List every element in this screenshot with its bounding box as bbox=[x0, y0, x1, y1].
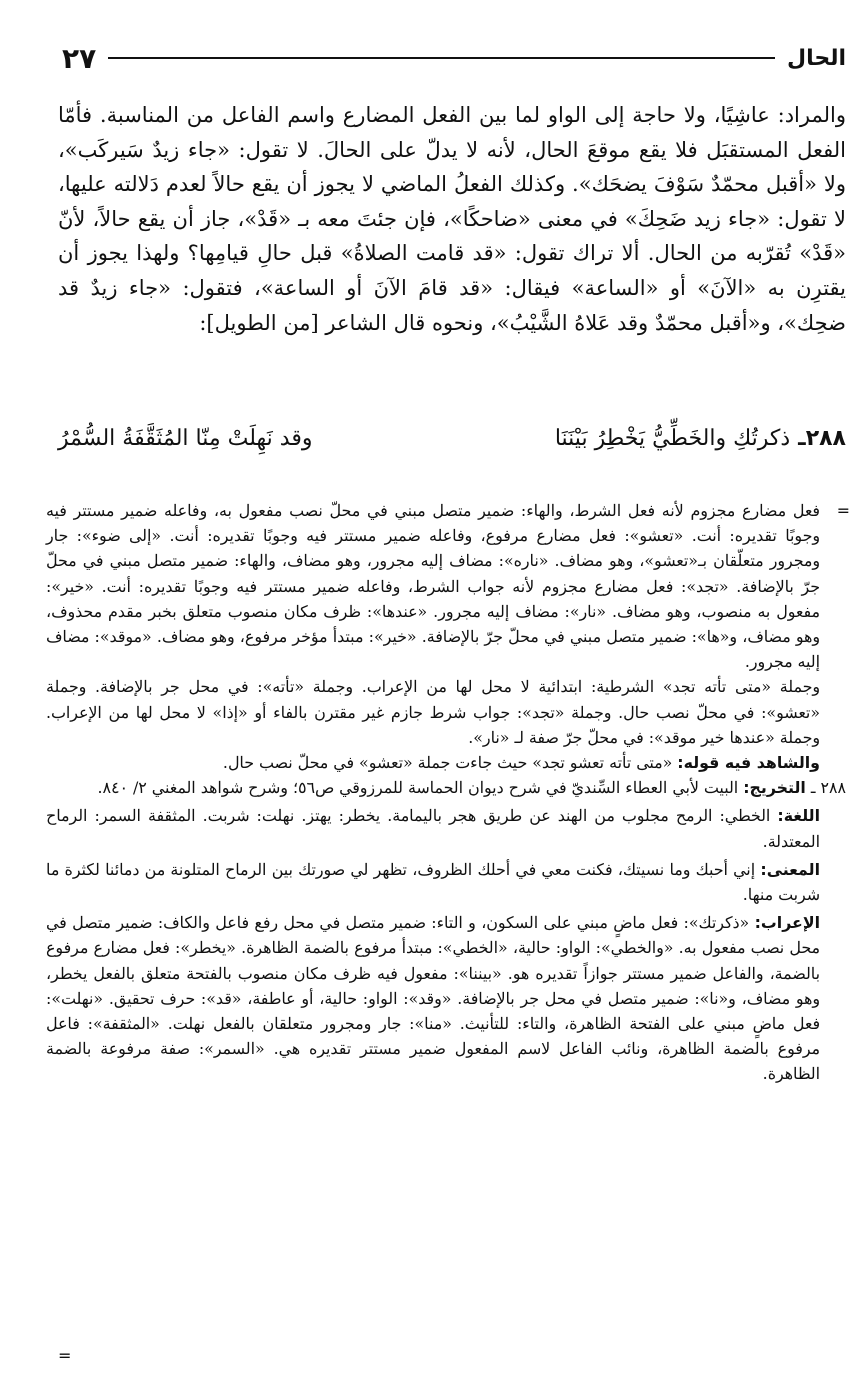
header-rule bbox=[108, 57, 775, 59]
maana-label: المعنى: bbox=[760, 859, 820, 879]
lugha-label: اللغة: bbox=[777, 806, 820, 826]
footnote-irab bbox=[46, 910, 846, 1086]
running-title: الحال bbox=[786, 45, 846, 71]
page-number: ٢٧ bbox=[62, 41, 97, 75]
continuation-mark: = bbox=[836, 501, 850, 520]
footnote-continuation bbox=[46, 498, 850, 674]
footnote-continuation bbox=[46, 674, 846, 750]
footnote-text: إني أحبك وما نسيتك، فكنت معي في أحلك الظروف، تظهر لي صورتك بين الرماح المتلونة من دمائنا لكثرة ما شربت منها. bbox=[46, 859, 820, 905]
first-hemistich: ذكرتُكِ والخَطِّيُّ يَخْطِرُ بَيْنَنَا bbox=[554, 425, 791, 451]
footnote-text: «متى تأته تعشو تجد» حيث جاءت جملة «تعشو» في محلّ نصب حال. bbox=[222, 753, 673, 773]
second-hemistich: وقد نَهِلَتْ مِنّا المُثَقَّفَةُ السُّمْرُ bbox=[58, 425, 313, 451]
continued-mark: = bbox=[58, 1346, 72, 1365]
verse-line bbox=[58, 426, 790, 451]
irab-label: الإعراب: bbox=[754, 913, 820, 933]
footnote-text: «ذكرتك»: فعل ماضٍ مبني على السكون، و التاء: ضمير متصل في محل رفع فاعل والكاف: ضمير متصل في محل نصب مفعول به. «والخطي»: الواو: حالية، «الخطي»: مبتدأ مرفوع بالضمة الظاهرة. «يخطر»: فعل مضارع مرفوع بالضمة، والفاعل ضمير مستتر جوازاً تقديره هو. «بيننا»: مفعول فيه ظرف مكان منصوب بالفتحة متعلق بالفعل يخطر، وهو مضاف، و«نا»: ضمير متصل في محل جر بالإضافة. «وقد»: الواو: حالية، أو عاطفة، «قد»: حرف تحقيق. «نهلت»: فعل ماضٍ مبني على الفتحة الظاهرة، والتاء: للتأنيث. «منا»: جار ومجرور متعلقان بالفعل نهلت. «المثقفة»: فاعل مرفوع بالضمة الظاهرة، ونائب الفاعل لاسم المفعول ضمير مستتر تقديره هي. «السمر»: صفة مرفوعة بالضمة الظاهرة. bbox=[46, 913, 820, 1084]
poetry-verse bbox=[58, 418, 846, 458]
footnote-288 bbox=[46, 775, 846, 800]
footnote-text: وجملة «متى تأته تجد» الشرطية: ابتدائية لا محل لها من الإعراب. وجملة «تأته»: في محل جر بالإضافة. وجملة «تعشو»: في محلّ نصب حال. وجملة «تجد»: جواب شرط جازم غير مقترن بالفاء أو «إذا» لا محل لها من الإعراب. وجملة «عندها خير موقد»: في محلّ جرّ صفة لـ «نار». bbox=[46, 677, 820, 747]
footnote-text: فعل مضارع مجزوم لأنه فعل الشرط، والهاء: ضمير متصل مبني في محلّ نصب مفعول به، وفاعله ضمير مستتر فيه وجوبًا تقديره: أنت. «تعشو»: فعل مضارع مرفوع، وفاعله ضمير مستتر فيه وجوبًا تقديره: أنت. «إلى ضوء»: جار ومجرور متعلّقان بـ«تعشو»، وهو مضاف. «ناره»: مضاف إليه مجرور، وهو مضاف، والهاء: ضمير متصل مبني في محلّ جرّ بالإضافة. «تجد»: فعل مضارع مجزوم لأنه جواب الشرط، وفاعله ضمير مستتر فيه وجوبًا تقديره: أنت. «خير»: مفعول به منصوب، وهو مضاف. «نار»: مضاف إليه مجرور. «عندها»: ظرف مكان منصوب متعلق بخبر مقدم محذوف، وهو مضاف، و«ها»: ضمير متصل مبني في محلّ جرّ بالإضافة. «خير»: مبتدأ مؤخر مرفوع، وهو مضاف. «موقد»: مضاف إليه مجرور. bbox=[46, 501, 820, 672]
footnote-text: البيت لأبي العطاء السِّنديّ في شرح ديوان الحماسة للمرزوقي ص٥٦؛ وشرح شواهد المغني ٢/ ٨٤٠. bbox=[97, 778, 739, 798]
verse-number: ٢٨٨ـ bbox=[798, 425, 846, 451]
page-header bbox=[62, 38, 846, 78]
footnotes-section bbox=[46, 498, 850, 1087]
footnote-lugha bbox=[46, 803, 846, 853]
footnote-number: ٢٨٨ ـ bbox=[810, 778, 846, 798]
footnote-continuation bbox=[46, 750, 846, 775]
footnote-text: الخطي: الرمح مجلوب من الهند عن طريق هجر باليمامة. يخطر: يهتز. نهلت: شربت. المثقفة السمر: الرماح المعتدلة. bbox=[46, 806, 820, 851]
takhrij-label: التخريج: bbox=[743, 778, 806, 798]
main-body-text bbox=[58, 98, 846, 340]
footnote-maana bbox=[46, 857, 846, 907]
body-paragraph: والمراد: عاشِيًا، ولا حاجة إلى الواو لما بين الفعل المضارع واسم الفاعل من المناسبة. فأمّا الفعل المستقبَل فلا يقع موقعَ الحال، لأنه لا يدلّ على الحالَ. لا تقول: «جاء زيدٌ سَيركَب»، ولا «أقبل محمّدٌ سَوْفَ يضحَك». وكذلك الفعلُ الماضي لا يجوز أن يقع حالاً لعدم دَلالته عليها، لا تقول: «جاء زيد ضَحِكَ» في معنى «ضاحكًا»، فإن جئتَ معه بـ «قَدْ»، جاز أن يقع حالاً، لأنّ «قَدْ» تُقرّبه من الحال. ألا تراك تقول: «قد قامت الصلاةُ» قبل حالِ قيامِها؟ ولهذا يجوز أن يقترِن به «الآنَ» أو «الساعة» فيقال: «قد قامَ الآنَ أو الساعة»، فتقول: «جاء زيدٌ قد ضحِك»، و«أقبل محمّدٌ وقد عَلاهُ الشَّيْبُ»، ونحوه قال الشاعر [من الطويل]: bbox=[58, 103, 846, 335]
shahid-label: والشاهد فيه قوله: bbox=[677, 753, 820, 773]
